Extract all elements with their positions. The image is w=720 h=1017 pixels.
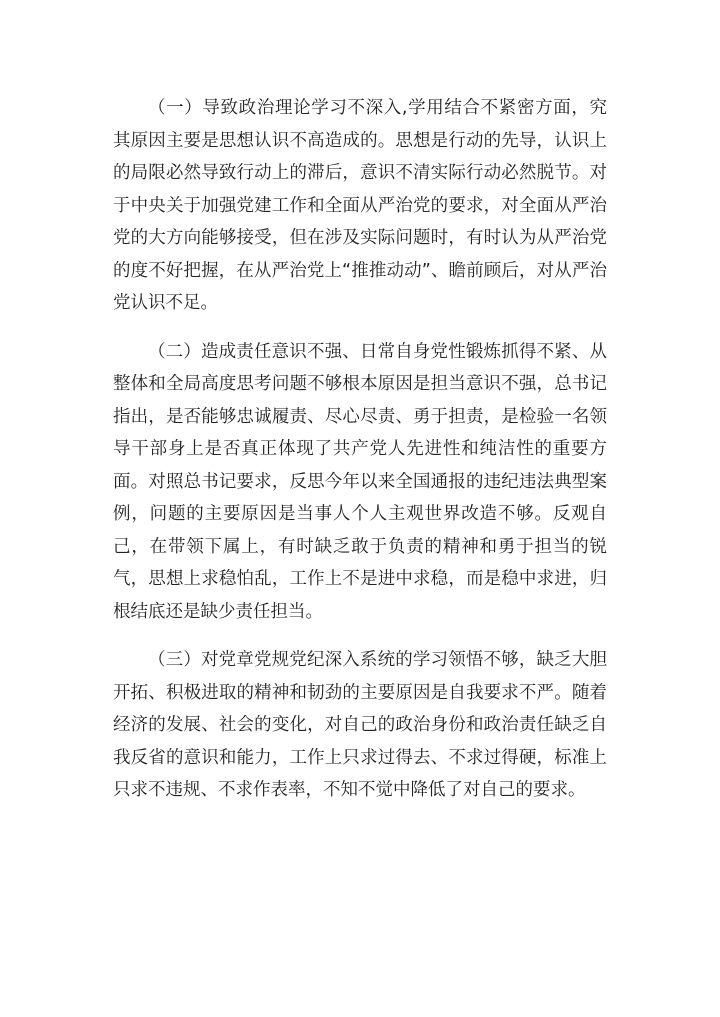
paragraph-2: （二）造成责任意识不强、日常自身党性锻炼抓得不紧、从整体和全局高度思考问题不够根本原因是担当意识不强，总书记指出，是否能够忠诚履责、尽心尽责、勇于担责，是检验一名领导干部身上是否真正体现了共产党人先进性和纯洁性的重要方面。对照总书记要求，反思今年以来全国通报的违纪违法典型案例，问题的主要原因是当事人个人主观世界改造不够。反观自己，在带领下属上，有时缺乏敢于负责的精神和勇于担当的锐气，思想上求稳怕乱，工作上不是进中求稳，而是稳中求进，归根结底还是缺少责任担当。 — [113, 341, 607, 622]
paragraph-3: （三）对党章党规党纪深入系统的学习领悟不够，缺乏大胆开拓、积极进取的精神和韧劲的主要原因是自我要求不严。随着经济的发展、社会的变化，对自己的政治身份和政治责任缺乏自我反省的意识和能力，工作上只求过得去、不求过得硬，标准上只求不违规、不求作表率，不知不觉中降低了对自己的要求。 — [113, 650, 607, 800]
paragraph-1: （一）导致政治理论学习不深入,学用结合不紧密方面，究其原因主要是思想认识不高造成的。思想是行动的先导，认识上的局限必然导致行动上的滞后，意识不清实际行动必然脱节。对于中央关于加强党建工作和全面从严治党的要求，对全面从严治党的大方向能够接受，但在涉及实际问题时，有时认为从严治党的度不好把握，在从严治党上“推推动动”、瞻前顾后，对从严治党认识不足。 — [113, 98, 607, 313]
document-body — [113, 92, 607, 807]
